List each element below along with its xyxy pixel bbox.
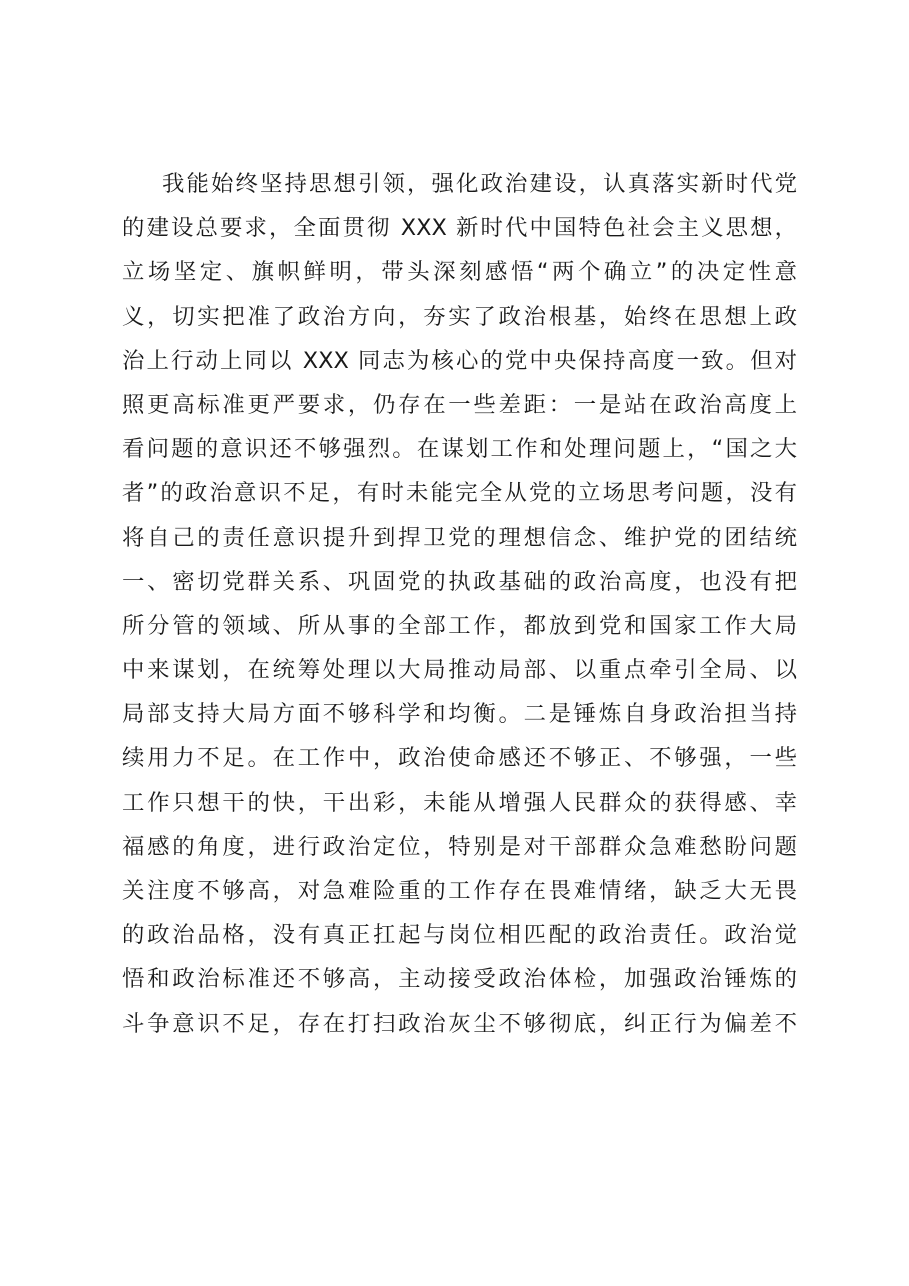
paragraph-line: 局部支持大局方面不够科学和均衡。二是锤炼自身政治担当持 bbox=[122, 701, 797, 728]
paragraph-line: 者”的政治意识不足，有时未能完全从党的立场思考问题，没有 bbox=[122, 480, 797, 507]
body-paragraph bbox=[122, 162, 797, 1046]
paragraph-line: 一、密切党群关系、巩固党的执政基础的政治高度，也没有把 bbox=[122, 568, 797, 595]
paragraph-line: 悟和政治标准还不够高，主动接受政治体检，加强政治锤炼的 bbox=[122, 966, 797, 993]
paragraph-line: 中来谋划，在统筹处理以大局推动局部、以重点牵引全局、以 bbox=[122, 657, 797, 684]
paragraph-line: 将自己的责任意识提升到捍卫党的理想信念、维护党的团结统 bbox=[122, 524, 797, 551]
paragraph-line: 义，切实把准了政治方向，夯实了政治根基，始终在思想上政 bbox=[122, 303, 797, 330]
paragraph-line: 的政治品格，没有真正扛起与岗位相匹配的政治责任。政治觉 bbox=[122, 922, 797, 949]
paragraph-line: 斗争意识不足，存在打扫政治灰尘不够彻底，纠正行为偏差不 bbox=[122, 1010, 797, 1037]
paragraph-line: 立场坚定、旗帜鲜明，带头深刻感悟“两个确立”的决定性意 bbox=[122, 259, 797, 286]
paragraph-line: 看问题的意识还不够强烈。在谋划工作和处理问题上，“国之大 bbox=[122, 436, 797, 463]
paragraph-line: 续用力不足。在工作中，政治使命感还不够正、不够强，一些 bbox=[122, 745, 797, 772]
paragraph-line: 工作只想干的快，干出彩，未能从增强人民群众的获得感、幸 bbox=[122, 789, 797, 816]
paragraph-line: 治上行动上同以 XXX 同志为核心的党中央保持高度一致。但对 bbox=[122, 347, 797, 374]
paragraph-line: 照更高标准更严要求，仍存在一些差距：一是站在政治高度上 bbox=[122, 391, 797, 418]
paragraph-line: 关注度不够高，对急难险重的工作存在畏难情绪，缺乏大无畏 bbox=[122, 878, 797, 904]
paragraph-line: 我能始终坚持思想引领，强化政治建设，认真落实新时代党 bbox=[162, 171, 797, 197]
paragraph-line: 的建设总要求，全面贯彻 XXX 新时代中国特色社会主义思想， bbox=[122, 215, 797, 242]
paragraph-line: 所分管的领域、所从事的全部工作，都放到党和国家工作大局 bbox=[122, 612, 797, 639]
paragraph-line: 福感的角度，进行政治定位，特别是对干部群众急难愁盼问题 bbox=[122, 833, 797, 860]
